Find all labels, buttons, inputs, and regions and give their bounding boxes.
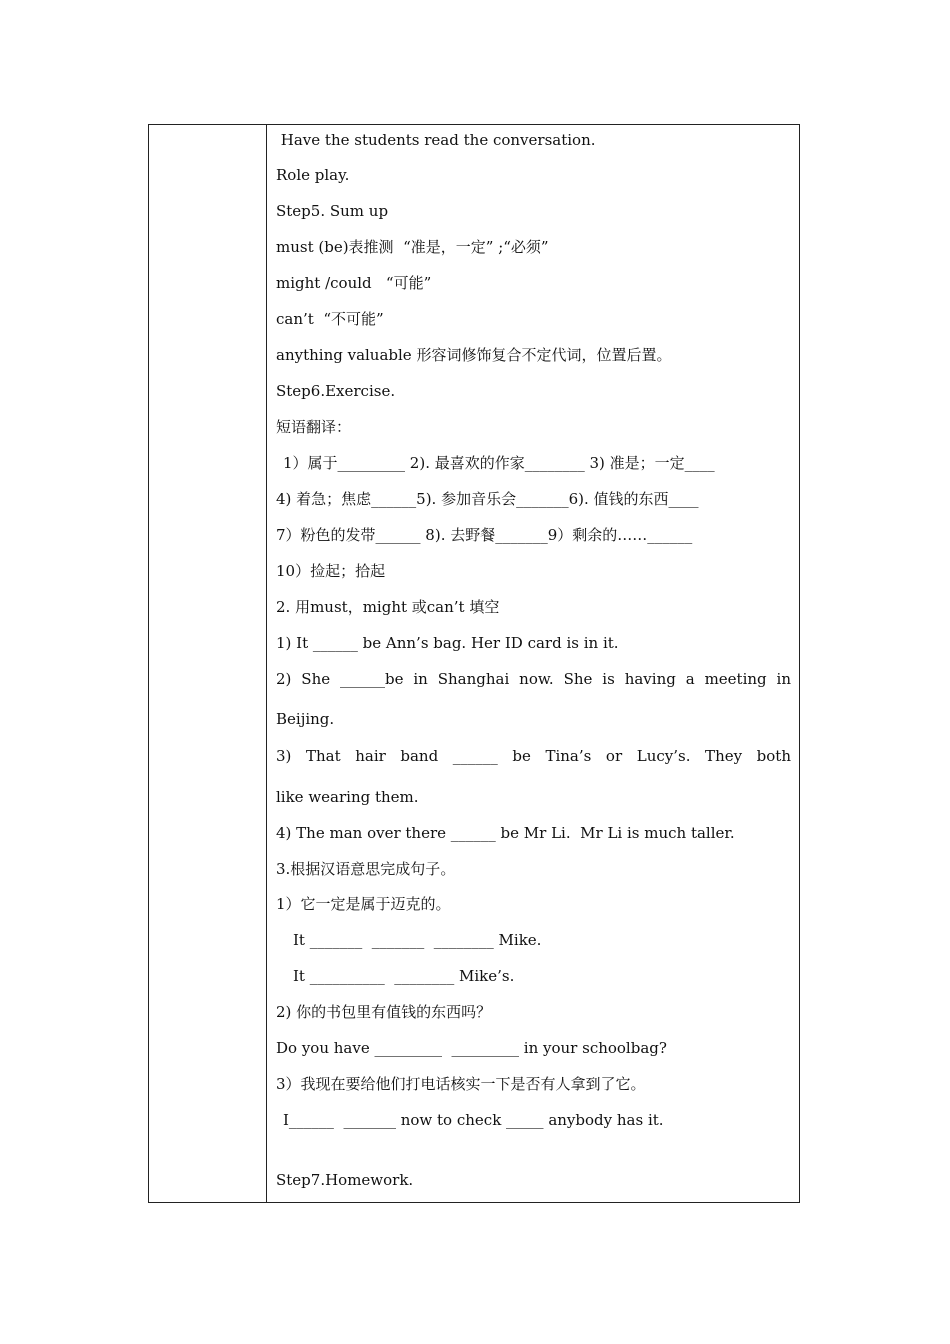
fill-blank-4: 4) The man over there ______ be Mr Li. Mr Li is much taller.: [276, 824, 735, 842]
text-line-step7-homework: Step7.Homework.: [276, 1171, 414, 1189]
translation-1-answer-a: It _______ _______ ________ Mike.: [293, 931, 542, 949]
fill-blank-3: 3) That hair band ______ be Tina’s or Lucy’s. They both: [276, 747, 791, 765]
section-2-heading: 2. 用must，might 或can’t 填空: [276, 598, 500, 616]
text-line-might-could: might /could “可能”: [276, 274, 432, 292]
text-line-role-play: Role play.: [276, 166, 350, 184]
text-line-step5: Step5. Sum up: [276, 202, 389, 220]
section-3-heading: 3.根据汉语意思完成句子。: [276, 860, 456, 878]
translation-1-answer-b: It __________ ________ Mike’s.: [293, 967, 515, 985]
translation-2-prompt: 2) 你的书包里有值钱的东西吗？: [276, 1003, 492, 1021]
table-right-column: [267, 125, 799, 1202]
fill-blank-1: 1) It ______ be Ann’s bag. Her ID card is in it.: [276, 634, 619, 652]
lesson-table: [148, 124, 800, 1203]
text-line-cant: can’t “不可能”: [276, 310, 384, 328]
fill-blank-2: 2) She ______be in Shanghai now. She is having a meeting in: [276, 670, 791, 688]
translation-3-prompt: 3）我现在要给他们打电话核实一下是否有人拿到了它。: [276, 1075, 646, 1093]
text-line-read-conversation: Have the students read the conversation.: [276, 131, 596, 149]
exercise-line-3: 7）粉色的发带______ 8). 去野餐_______9）剩余的……______: [276, 526, 693, 544]
fill-blank-2-continued: Beijing.: [276, 710, 335, 728]
translation-1-prompt: 1）它一定是属于迈克的。: [276, 895, 451, 913]
exercise-line-4: 10）捡起；拾起: [276, 562, 386, 580]
translation-3-answer: I______ _______ now to check _____ anybody has it.: [283, 1111, 664, 1129]
text-line-anything-valuable: anything valuable 形容词修饰复合不定代词，位置后置。: [276, 346, 672, 364]
exercise-line-1: 1）属于_________ 2). 最喜欢的作家________ 3) 准是；一定____: [283, 454, 715, 472]
text-line-step6: Step6.Exercise.: [276, 382, 396, 400]
text-line-must: must (be)表推测 “准是，一定” ;“必须”: [276, 238, 549, 256]
translation-2-answer: Do you have _________ _________ in your schoolbag?: [276, 1039, 667, 1057]
exercise-line-2: 4) 着急；焦虑______5). 参加音乐会_______6). 值钱的东西____: [276, 490, 699, 508]
fill-blank-3-continued: like wearing them.: [276, 788, 419, 806]
text-line-phrase-translation: 短语翻译：: [276, 418, 352, 436]
table-left-column: [149, 125, 267, 1202]
